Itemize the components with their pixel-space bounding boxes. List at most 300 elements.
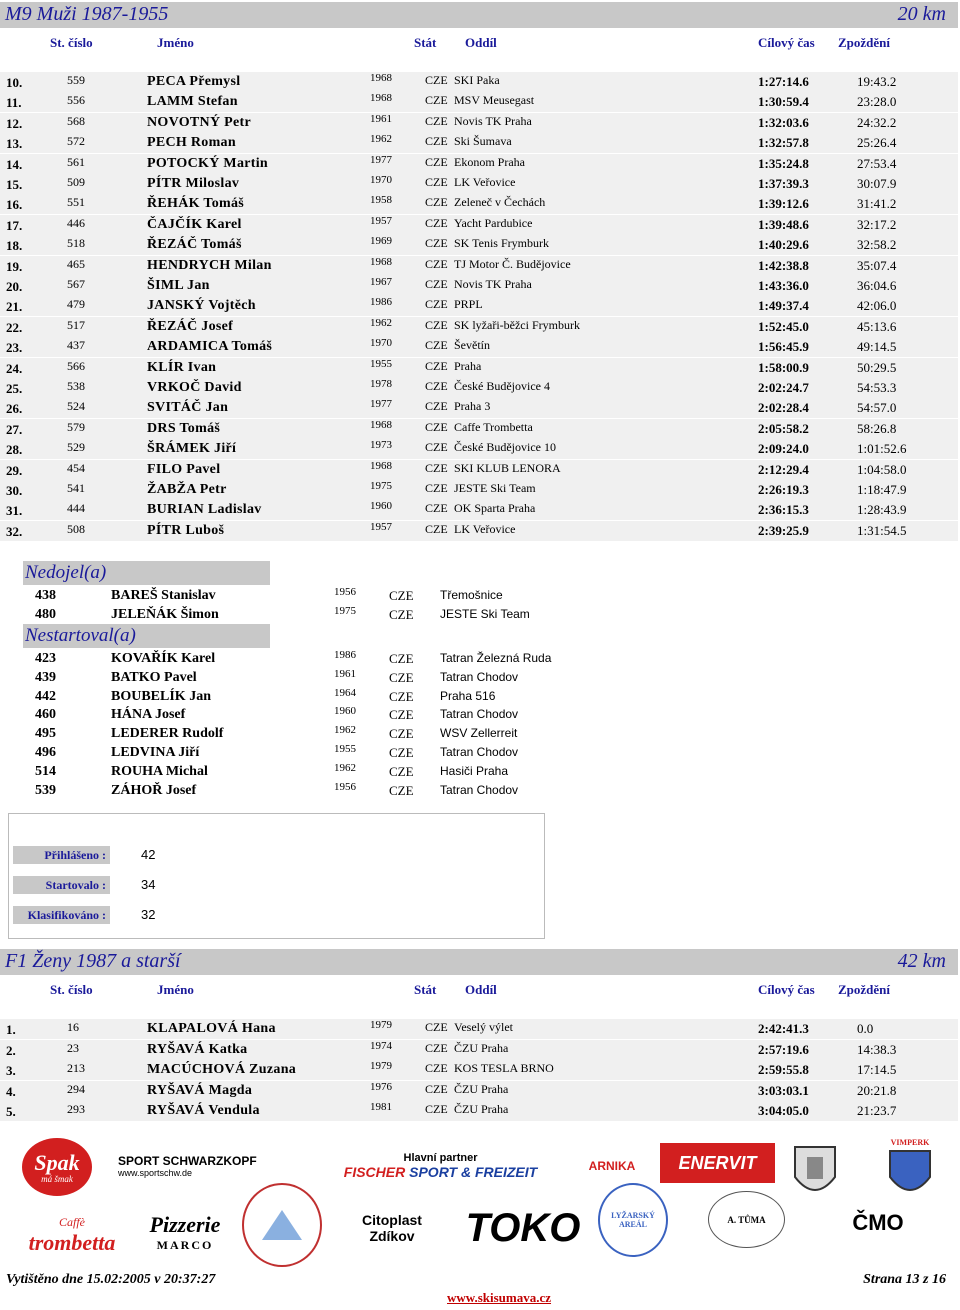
- year-cell: 1964: [334, 686, 356, 699]
- rank-cell: 13.: [6, 136, 23, 152]
- time-cell: 1:27:14.6: [758, 74, 809, 89]
- schwarzkopf-logo: [118, 1136, 263, 1196]
- club-cell: Tatran Železná Ruda: [440, 651, 552, 665]
- gap-cell: 32:58.2: [857, 237, 897, 253]
- state-cell: CZE: [389, 651, 414, 666]
- year-cell: 1957: [370, 520, 392, 533]
- name-cell: HÁNA Josef: [111, 707, 186, 723]
- bib-cell: 524: [67, 399, 85, 414]
- dnf-title: Nedojel(a): [25, 562, 107, 583]
- name-cell: POTOCKÝ Martin: [147, 155, 268, 171]
- name-cell: SVITÁČ Jan: [147, 400, 229, 416]
- table-row: [0, 500, 958, 520]
- rank-cell: 1.: [6, 1022, 16, 1037]
- year-cell: 1970: [370, 174, 392, 186]
- state-cell: CZE: [425, 154, 448, 169]
- time-cell: 1:32:03.6: [758, 114, 809, 130]
- bib-cell: 480: [35, 607, 56, 622]
- bib-cell: 446: [67, 215, 85, 230]
- header-name: Jméno: [157, 982, 194, 997]
- castle-crest-icon: [785, 1135, 845, 1205]
- club-cell: Praha 516: [440, 688, 496, 703]
- table-row: [0, 174, 958, 194]
- state-cell: CZE: [425, 134, 448, 149]
- bib-cell: 517: [67, 317, 85, 332]
- table-row: [0, 398, 958, 418]
- category-banner-f1: [0, 949, 958, 975]
- stat-value: 42: [141, 847, 156, 862]
- sport-freizeit-text: SPORT & FREIZEIT: [409, 1164, 538, 1180]
- printed-date: Vytištěno dne 15.02:2005 v 20:37:27: [6, 1272, 216, 1287]
- year-cell: 1977: [370, 398, 392, 411]
- gap-cell: 19:43.2: [857, 74, 897, 89]
- bib-cell: 438: [35, 588, 56, 603]
- schwarzkopf-text: SPORT SCHWARZKOPF: [118, 1154, 257, 1168]
- year-cell: 1968: [370, 418, 392, 431]
- gap-cell: 49:14.5: [857, 339, 897, 355]
- rank-cell: 17.: [6, 217, 23, 233]
- year-cell: 1974: [370, 1039, 392, 1052]
- club-cell: České Budějovice 10: [454, 440, 556, 455]
- club-cell: TJ Motor Č. Budějovice: [454, 256, 571, 271]
- bib-cell: 294: [67, 1081, 85, 1096]
- dns-title: Nestartoval(a): [25, 625, 136, 646]
- year-cell: 1968: [370, 459, 392, 472]
- club-cell: Tatran Chodov: [440, 669, 519, 684]
- name-cell: ŽABŽA Petr: [147, 482, 227, 497]
- time-cell: 2:39:25.9: [758, 522, 809, 538]
- name-cell: JELEŇÁK Šimon: [111, 607, 219, 622]
- bib-cell: 444: [67, 501, 85, 516]
- list-item: [23, 782, 543, 801]
- year-cell: 1968: [370, 255, 392, 268]
- rank-cell: 10.: [6, 75, 23, 90]
- zdikov-text: Zdíkov: [369, 1227, 415, 1244]
- name-cell: MACÚCHOVÁ Zuzana: [147, 1062, 297, 1077]
- name-cell: ŘEZÁČ Josef: [147, 318, 234, 334]
- year-cell: 1962: [334, 761, 356, 774]
- club-cell: Novis TK Praha: [454, 113, 532, 128]
- club-cell: Yacht Pardubice: [454, 215, 533, 230]
- state-cell: CZE: [425, 175, 448, 189]
- club-cell: Ekonom Praha: [454, 154, 525, 169]
- club-cell: Novis TK Praha: [454, 277, 532, 291]
- rank-cell: 30.: [6, 483, 23, 498]
- table-row: [0, 521, 958, 541]
- year-cell: 1979: [370, 1019, 392, 1031]
- club-cell: WSV Zellerreit: [440, 726, 518, 741]
- table-row: [0, 1060, 958, 1080]
- gap-cell: 23:28.0: [857, 94, 897, 110]
- time-cell: 2:02:24.7: [758, 380, 809, 395]
- club-cell: KOS TESLA BRNO: [454, 1061, 554, 1075]
- year-cell: 1968: [370, 72, 392, 84]
- list-item: [23, 587, 543, 606]
- header-gap: Zpoždění: [838, 35, 891, 50]
- rank-cell: 20.: [6, 279, 23, 294]
- gap-cell: 25:26.4: [857, 135, 897, 151]
- gap-cell: 58:26.8: [857, 420, 897, 436]
- table-row: [0, 256, 958, 276]
- bib-cell: 460: [35, 707, 56, 723]
- list-item: [23, 649, 552, 669]
- time-cell: 2:05:58.2: [758, 420, 809, 436]
- rank-cell: 29.: [6, 462, 23, 478]
- bib-cell: 568: [67, 113, 85, 128]
- list-item: [23, 606, 543, 625]
- tuma-logo: [708, 1191, 785, 1248]
- name-cell: RYŠAVÁ Magda: [147, 1082, 253, 1098]
- club-cell: České Budějovice 4: [454, 379, 550, 393]
- name-cell: RYŠAVÁ Katka: [147, 1041, 248, 1057]
- bib-cell: 541: [67, 481, 85, 495]
- gap-cell: 42:06.0: [857, 298, 897, 314]
- club-cell: SK Tenis Frymburk: [454, 236, 549, 251]
- club-cell: ČZU Praha: [454, 1081, 509, 1096]
- table-row: [0, 439, 958, 459]
- time-cell: 1:37:39.3: [758, 176, 809, 191]
- rank-cell: 3.: [6, 1063, 16, 1078]
- gap-cell: 32:17.2: [857, 216, 897, 232]
- state-cell: CZE: [425, 379, 448, 393]
- stat-label: Přihlášeno :: [44, 848, 106, 862]
- rank-cell: 24.: [6, 360, 23, 376]
- state-cell: CZE: [425, 501, 448, 516]
- name-cell: PECA Přemysl: [147, 74, 241, 89]
- dns-title-bar: [23, 624, 270, 648]
- category-distance: 20 km: [897, 3, 946, 25]
- state-cell: CZE: [389, 763, 414, 779]
- year-cell: 1958: [370, 194, 392, 207]
- year-cell: 1986: [334, 649, 356, 661]
- rank-cell: 12.: [6, 115, 23, 131]
- gap-cell: 24:32.2: [857, 114, 897, 130]
- bib-cell: 479: [67, 297, 85, 312]
- state-cell: CZE: [425, 317, 448, 332]
- rank-cell: 4.: [6, 1083, 16, 1099]
- bib-cell: 509: [67, 175, 85, 189]
- rank-cell: 31.: [6, 503, 23, 519]
- bib-cell: 454: [67, 460, 85, 475]
- name-cell: BOUBELÍK Jan: [111, 688, 211, 704]
- table-row: [0, 215, 958, 235]
- citoplast-text: Citoplast: [362, 1211, 422, 1228]
- bib-cell: 559: [67, 73, 85, 87]
- state-cell: CZE: [425, 236, 448, 251]
- time-cell: 1:58:00.9: [758, 359, 809, 375]
- main-partner-logo: [333, 1136, 548, 1196]
- list-item: [23, 688, 543, 707]
- table-row: [0, 1081, 958, 1101]
- bib-cell: 538: [67, 379, 85, 393]
- state-cell: CZE: [425, 113, 448, 128]
- time-cell: 1:39:12.6: [758, 196, 809, 212]
- header-bib: St. číslo: [50, 35, 93, 50]
- time-cell: 3:04:05.0: [758, 1103, 809, 1118]
- bib-cell: 495: [35, 726, 56, 742]
- bib-cell: 518: [67, 236, 85, 251]
- stats-box: [8, 813, 545, 939]
- club-cell: Ski Šumava: [454, 134, 512, 149]
- state-cell: CZE: [425, 297, 448, 312]
- bib-cell: 566: [67, 358, 85, 373]
- name-cell: ZÁHOŘ Josef: [111, 782, 197, 798]
- column-header-row: [0, 31, 958, 53]
- state-cell: CZE: [425, 1020, 448, 1034]
- bib-cell: 496: [35, 745, 56, 760]
- year-cell: 1967: [370, 276, 392, 288]
- dnf-title-bar: [23, 561, 270, 585]
- spak-text: Spak: [34, 1150, 80, 1175]
- lyzarsky-text: LYŽARSKÝ AREÁL: [611, 1211, 655, 1229]
- year-cell: 1970: [370, 337, 392, 350]
- name-cell: BAREŠ Stanislav: [111, 588, 216, 603]
- club-cell: Třemošnice: [440, 588, 503, 602]
- time-cell: 1:39:48.6: [758, 216, 809, 232]
- time-cell: 1:49:37.4: [758, 298, 809, 314]
- caffe-text: Caffè: [59, 1215, 85, 1229]
- rank-cell: 16.: [6, 197, 23, 213]
- category-title: M9 Muži 1987-1955: [5, 3, 169, 25]
- rank-cell: 27.: [6, 421, 23, 437]
- name-cell: KLÍR Ivan: [147, 359, 217, 375]
- club-cell: SKI KLUB LENORA: [454, 460, 561, 475]
- club-cell: LK Veřovice: [454, 175, 516, 189]
- name-cell: NOVOTNÝ Petr: [147, 114, 252, 130]
- table-row: [0, 1040, 958, 1060]
- year-cell: 1955: [370, 357, 392, 370]
- club-cell: JESTE Ski Team: [440, 607, 530, 621]
- table-row: [0, 113, 958, 133]
- time-cell: 2:26:19.3: [758, 482, 809, 497]
- state-cell: CZE: [425, 460, 448, 475]
- state-cell: CZE: [425, 93, 448, 108]
- time-cell: 1:42:38.8: [758, 257, 809, 273]
- sponsor-logos: [0, 1133, 960, 1268]
- state-cell: CZE: [389, 588, 414, 603]
- state-cell: CZE: [425, 215, 448, 230]
- time-cell: 2:02:28.4: [758, 400, 809, 416]
- table-row: [0, 92, 958, 112]
- name-cell: LEDERER Rudolf: [111, 726, 224, 742]
- header-state: Stát: [414, 35, 437, 50]
- bib-cell: 556: [67, 93, 85, 108]
- year-cell: 1960: [334, 705, 356, 718]
- time-cell: 2:59:55.8: [758, 1062, 809, 1077]
- bib-cell: 213: [67, 1061, 85, 1075]
- category-title: F1 Ženy 1987 a starší: [5, 950, 181, 972]
- gap-cell: 21:23.7: [857, 1103, 897, 1118]
- club-cell: LK Veřovice: [454, 521, 516, 536]
- bib-cell: 579: [67, 419, 85, 434]
- bib-cell: 465: [67, 256, 85, 271]
- state-cell: CZE: [425, 521, 448, 536]
- rank-cell: 22.: [6, 319, 23, 335]
- state-cell: CZE: [425, 195, 448, 210]
- name-cell: LEDVINA Jiří: [111, 745, 200, 760]
- state-cell: CZE: [425, 338, 448, 353]
- header-time: Cílový čas: [758, 35, 815, 50]
- club-cell: ČZU Praha: [454, 1102, 509, 1116]
- gap-cell: 30:07.9: [857, 176, 897, 191]
- name-cell: ROUHA Michal: [111, 763, 208, 779]
- name-cell: RYŠAVÁ Vendula: [147, 1103, 260, 1118]
- rank-cell: 5.: [6, 1104, 16, 1119]
- gap-cell: 50:29.5: [857, 359, 897, 375]
- bib-cell: 514: [35, 763, 56, 779]
- table-row: [0, 276, 958, 296]
- year-cell: 1977: [370, 153, 392, 166]
- bib-cell: 437: [67, 338, 85, 353]
- year-cell: 1956: [334, 780, 356, 793]
- year-cell: 1961: [334, 667, 356, 680]
- stat-value: 34: [141, 877, 156, 892]
- spak-sub: má šmak: [41, 1174, 73, 1184]
- bib-cell: 16: [67, 1020, 79, 1034]
- column-header-row: [0, 978, 958, 1000]
- year-cell: 1968: [370, 92, 392, 105]
- website-link[interactable]: www.skisumava.cz: [447, 1290, 552, 1305]
- year-cell: 1955: [334, 743, 356, 755]
- name-cell: HENDRYCH Milan: [147, 257, 272, 273]
- state-cell: CZE: [389, 688, 414, 704]
- list-item: [23, 669, 543, 688]
- category-distance: 42 km: [897, 950, 946, 972]
- year-cell: 1960: [370, 500, 392, 513]
- list-item: [23, 744, 543, 763]
- club-cell: JESTE Ski Team: [454, 481, 536, 495]
- year-cell: 1961: [370, 112, 392, 125]
- bib-cell: 572: [67, 134, 85, 149]
- state-cell: CZE: [425, 1081, 448, 1096]
- table-row: [0, 1101, 958, 1121]
- list-item: [23, 706, 543, 725]
- year-cell: 1973: [370, 439, 392, 452]
- state-cell: CZE: [389, 745, 414, 760]
- rank-cell: 14.: [6, 156, 23, 172]
- year-cell: 1978: [370, 378, 392, 390]
- header-time: Cílový čas: [758, 982, 815, 997]
- name-cell: JANSKÝ Vojtěch: [147, 298, 256, 314]
- name-cell: ŘEZÁČ Tomáš: [147, 237, 242, 253]
- state-cell: CZE: [425, 419, 448, 434]
- bib-cell: 439: [35, 669, 56, 685]
- club-cell: SKI Paka: [454, 73, 500, 87]
- club-cell: Ševětín: [454, 338, 490, 353]
- bib-cell: 539: [35, 782, 56, 798]
- time-cell: 1:43:36.0: [758, 278, 809, 293]
- citoplast-logo: [352, 1205, 432, 1250]
- club-cell: Praha 3: [454, 399, 491, 414]
- stat-label: Startovalo :: [45, 878, 106, 892]
- state-cell: CZE: [389, 726, 414, 742]
- state-cell: CZE: [425, 399, 448, 414]
- cmo-text: ČMO: [852, 1210, 904, 1235]
- gap-cell: 1:04:58.0: [857, 461, 907, 477]
- club-cell: Tatran Chodov: [440, 707, 519, 722]
- time-cell: 1:40:29.6: [758, 237, 809, 253]
- pizzerie-logo: [135, 1205, 235, 1260]
- rank-cell: 23.: [6, 340, 23, 356]
- year-cell: 1962: [370, 133, 392, 146]
- bib-cell: 23: [67, 1040, 79, 1055]
- state-cell: CZE: [389, 707, 414, 723]
- gap-cell: 35:07.4: [857, 257, 897, 273]
- state-cell: CZE: [425, 277, 448, 291]
- rank-cell: 26.: [6, 401, 23, 417]
- time-cell: 3:03:03.1: [758, 1082, 809, 1098]
- year-cell: 1986: [370, 296, 392, 309]
- gap-cell: 27:53.4: [857, 155, 897, 171]
- toko-text: TOKO: [465, 1205, 581, 1250]
- table-row: [0, 358, 958, 378]
- name-cell: ČAJČÍK Karel: [147, 216, 242, 232]
- club-cell: Zeleneč v Čechách: [454, 195, 546, 210]
- bib-cell: 423: [35, 651, 56, 666]
- year-cell: 1979: [370, 1060, 392, 1072]
- time-cell: 2:42:41.3: [758, 1021, 809, 1036]
- bib-cell: 567: [67, 277, 85, 291]
- pizzerie-text: Pizzerie: [149, 1212, 221, 1237]
- header-club: Oddíl: [465, 982, 497, 997]
- state-cell: CZE: [425, 481, 448, 495]
- time-cell: 1:52:45.0: [758, 318, 809, 334]
- bib-cell: 529: [67, 440, 85, 455]
- time-cell: 2:12:29.4: [758, 461, 809, 477]
- list-item: [23, 763, 543, 782]
- name-cell: ŘEHÁK Tomáš: [147, 196, 245, 212]
- time-cell: 1:30:59.4: [758, 94, 809, 110]
- stat-started: [13, 876, 156, 894]
- year-cell: 1976: [370, 1080, 392, 1093]
- table-row: [0, 72, 958, 92]
- table-row: [0, 337, 958, 357]
- header-gap: Zpoždění: [838, 982, 891, 997]
- table-row: [0, 480, 958, 500]
- name-cell: BATKO Pavel: [111, 669, 197, 685]
- club-cell: Tatran Chodov: [440, 782, 519, 797]
- year-cell: 1957: [370, 214, 392, 227]
- year-cell: 1975: [370, 480, 392, 492]
- stat-value: 32: [141, 907, 156, 922]
- trombetta-logo: [22, 1208, 122, 1263]
- category-banner-m9: [0, 2, 958, 28]
- stat-registered: [13, 846, 156, 864]
- club-cell: ČZU Praha: [454, 1040, 509, 1055]
- table-row: [0, 460, 958, 480]
- gap-cell: 54:57.0: [857, 400, 897, 416]
- club-cell: PRPL: [454, 297, 483, 312]
- time-cell: 2:57:19.6: [758, 1041, 809, 1057]
- vimperk-text: VIMPERK: [890, 1137, 930, 1147]
- bib-cell: 551: [67, 195, 85, 210]
- rank-cell: 32.: [6, 523, 23, 539]
- state-cell: CZE: [425, 358, 448, 373]
- gap-cell: 45:13.6: [857, 318, 897, 334]
- page-number: Strana 13 z 16: [863, 1272, 946, 1287]
- cmo-logo: [838, 1198, 918, 1248]
- header-name: Jméno: [157, 35, 194, 50]
- year-cell: 1956: [334, 586, 356, 598]
- club-cell: OK Sparta Praha: [454, 501, 536, 516]
- bib-cell: 293: [67, 1102, 85, 1116]
- gap-cell: 17:14.5: [857, 1062, 897, 1077]
- state-cell: CZE: [389, 782, 414, 798]
- year-cell: 1962: [370, 316, 392, 329]
- time-cell: 2:09:24.0: [758, 441, 809, 457]
- bib-cell: 561: [67, 154, 85, 169]
- gap-cell: 1:28:43.9: [857, 502, 907, 518]
